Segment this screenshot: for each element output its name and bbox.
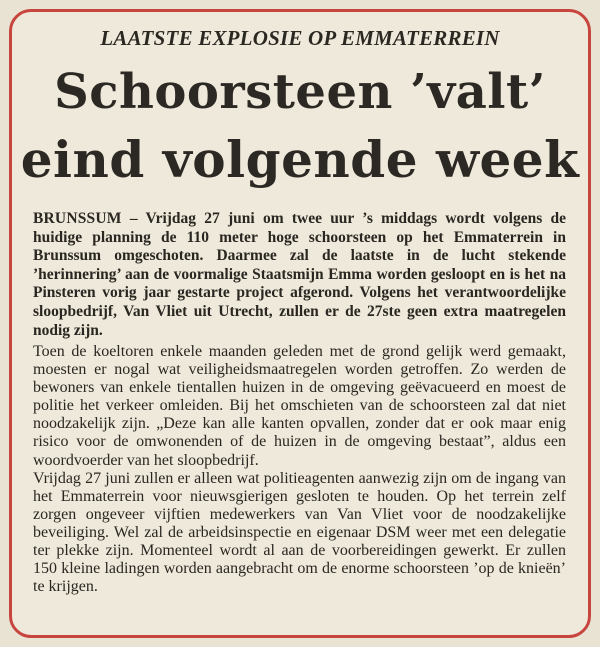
article-body [33,343,566,596]
article-kicker: LAATSTE EXPLOSIE OP EMMATERREIN [100,26,500,50]
headline-line-2: eind volgende week [20,130,580,189]
lead-paragraph [33,210,566,340]
lead-text: – Vrijdag 27 juni om twee uur ’s middags wordt volgens de huidige planning de 110 meter hoge schoorsteen op het Emmaterrein in Brunssum omgeschoten. Daarmee zal de laatste in de lucht stekende ’herinnering’ aan de voormalige Staatsmijn Emma worden gesloopt en is het na Pinsteren vorig jaar gestarte project afgerond. Volgens het verantwoordelijke sloopbedrijf, Van Vliet uit Utrecht, zullen er de 27ste geen extra maatregelen nodig zijn. [33,210,566,339]
body-paragraph-1: Toen de koeltoren enkele maanden geleden met de grond gelijk werd gemaakt, moesten er nogal wat veiligheidsmaatregelen worden getroffen. Zo werden de bewoners van enkele tientallen huizen in de omgeving geëvacueerd en moest de politie het verkeer omleiden. Bij het omschieten van de schoorsteen zal dat niet noodzakelijk zijn. „Deze kan alle kanten opvallen, zonder dat er ook maar enig risico voor de omwonenden of de huizen in de omgeving bestaat”, aldus een woordvoerder van het sloopbedrijf. [33,343,566,469]
body-paragraph-2: Vrijdag 27 juni zullen er alleen wat politieagenten aanwezig zijn om de ingang van het Emmaterrein voor nieuwsgierigen gesloten te houden. Op het terrein zelf zorgen ongeveer vijftien medewerkers van Van Vliet voor de noodzakelijke beveiliging. Wel zal de arbeidsinspectie en eigenaar DSM weer met een delegatie ter plekke zijn. Momenteel wordt al aan de voorbereidingen gewerkt. Er zullen 150 kleine ladingen worden aangebracht om de enorme schoorsteen ’op de knieën’ te krijgen. [33,469,566,596]
headline-line-1: Schoorsteen ’valt’ [54,64,546,120]
dateline-city: BRUNSSUM [33,210,122,227]
